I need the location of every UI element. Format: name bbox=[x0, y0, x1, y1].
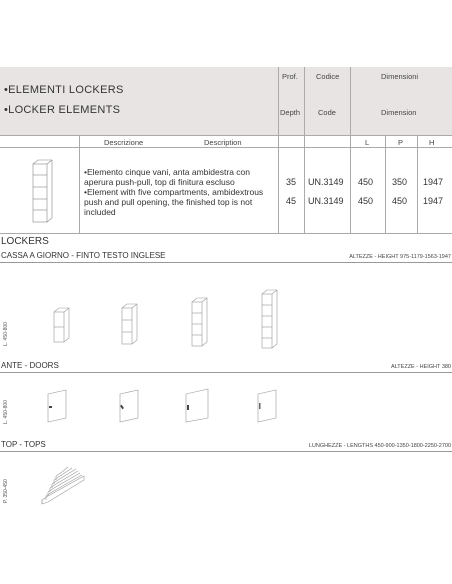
code-label-en: Code bbox=[318, 108, 336, 117]
row1-l: 450 bbox=[358, 177, 374, 187]
desc-label-it: Descrizione bbox=[104, 138, 144, 147]
door-push-drawing bbox=[180, 386, 216, 424]
row2-h: 1947 bbox=[423, 196, 444, 206]
row1-depth: 35 bbox=[286, 177, 297, 187]
top-side-label: P. 350-450 bbox=[3, 479, 9, 503]
cassa-975-drawing bbox=[40, 298, 76, 348]
ante-heights: ALTEZZE - HEIGHT 380 bbox=[390, 364, 451, 370]
top-label: TOP - TOPS bbox=[1, 440, 46, 449]
cassa-1179-drawing bbox=[112, 298, 148, 348]
desc-label-en: Description bbox=[204, 138, 242, 147]
top-lengths: LUNGHEZZE - LENGTHS 450-900-1350-1800-2250-2700 bbox=[308, 443, 451, 449]
title-en: •LOCKER ELEMENTS bbox=[4, 104, 121, 116]
title-it: •ELEMENTI LOCKERS bbox=[4, 84, 124, 96]
depth-label-it: Prof. bbox=[282, 72, 298, 81]
lockers-title: LOCKERS bbox=[1, 236, 49, 247]
cassa-label: CASSA A GIORNO - FINTO TESTO INGLESE bbox=[1, 251, 166, 260]
header-title-cell bbox=[0, 67, 278, 135]
product-description: •Elemento cinque vani, anta ambidestra con aperura push-pull, top di finitura escluso •Element with five compartments, ambidextrous push and pull opening, the finished top is not included bbox=[84, 167, 264, 217]
code-label-it: Codice bbox=[316, 72, 340, 81]
row2-l: 450 bbox=[358, 196, 374, 206]
depth-label-en: Depth bbox=[280, 108, 301, 117]
cassa-heights: ALTEZZE - HEIGHT 975-1179-1563-1947 bbox=[349, 254, 451, 260]
col-h-label: H bbox=[429, 138, 435, 147]
ante-side-label: L. 450-800 bbox=[3, 400, 9, 424]
row2-code: UN.3149 bbox=[308, 196, 344, 206]
cassa-side-label: L. 450-800 bbox=[3, 322, 9, 346]
dim-label-it: Dimensioni bbox=[381, 72, 419, 81]
row2-p: 450 bbox=[392, 196, 408, 206]
cassa-1947-drawing bbox=[252, 284, 288, 350]
cassa-1563-drawing bbox=[182, 292, 218, 348]
dim-label-en: Dimension bbox=[381, 108, 417, 117]
locker-thumbnail bbox=[30, 158, 54, 224]
row2-depth: 45 bbox=[286, 196, 297, 206]
col-l-label: L bbox=[365, 138, 370, 147]
door-pull-drawing bbox=[250, 388, 286, 424]
door-right-drawing bbox=[112, 388, 148, 424]
tops-stack-drawing bbox=[38, 456, 90, 506]
row1-code: UN.3149 bbox=[308, 177, 344, 187]
ante-label: ANTE - DOORS bbox=[1, 361, 59, 370]
row1-h: 1947 bbox=[423, 177, 444, 187]
row1-p: 350 bbox=[392, 177, 408, 187]
col-p-label: P bbox=[398, 138, 404, 147]
door-left-drawing bbox=[40, 388, 76, 424]
